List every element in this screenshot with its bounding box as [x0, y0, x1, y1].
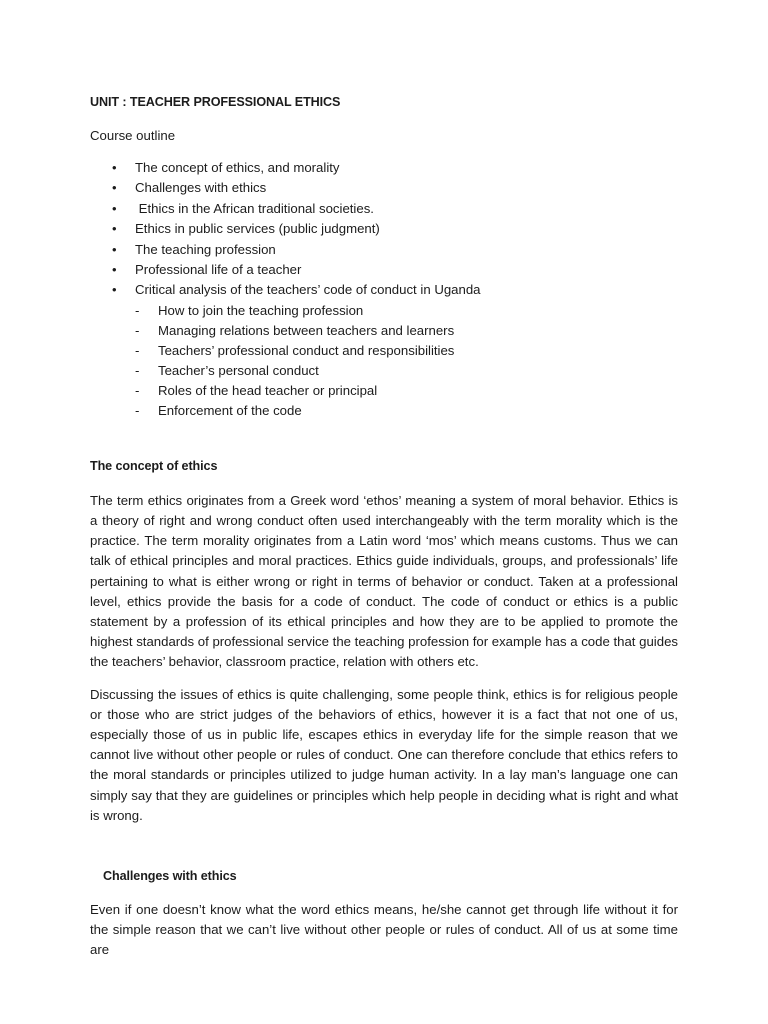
- outline-item: [90, 240, 678, 260]
- bullet-icon: •: [112, 282, 117, 298]
- dash-icon: -: [135, 342, 140, 358]
- section-heading-concept-of-ethics: The concept of ethics: [90, 458, 218, 473]
- sub-item-text: Teachers’ professional conduct and responsibilities: [158, 342, 455, 358]
- concept-paragraph-1: The term ethics originates from a Greek word ‘ethos’ meaning a system of moral behavior. Ethics is a theory of right and wrong conduct often used interchangeably with the term morality which is the practice. The term morality originates from a Latin word ‘mos’ which means customs. Thus we can talk of ethical principles and moral practices. Ethics guide individuals, groups, and professionals’ life pertaining to what is either wrong or right in terms of behavior or conduct. Taken at a professional level, ethics provide the basis for a code of conduct. The code of conduct or ethics is a public statement by a profession of its ethical principles and how they are to be applied to promote the highest standards of professional service the teaching profession for example has a code that guides the teachers’ behavior, classroom practice, relation with others etc.: [90, 492, 678, 670]
- outline-item-text: The teaching profession: [135, 241, 276, 257]
- dash-icon: -: [135, 302, 140, 318]
- dash-icon: -: [135, 382, 140, 398]
- dash-icon: -: [135, 402, 140, 418]
- challenges-paragraph-1: Even if one doesn’t know what the word ethics means, he/she cannot get through life without it for the simple reason that we can’t live without other people or rules of conduct. All of us at some time are: [90, 901, 678, 958]
- sub-item: [90, 361, 678, 381]
- outline-item-text: Critical analysis of the teachers’ code of conduct in Uganda: [135, 282, 481, 298]
- section-heading-challenges-with-ethics: Challenges with ethics: [103, 868, 237, 883]
- course-outline-label: Course outline: [90, 128, 176, 143]
- code-of-conduct-sublist: [90, 301, 678, 421]
- outline-item: [90, 280, 678, 300]
- sub-item: [90, 381, 678, 401]
- bullet-icon: •: [112, 160, 117, 175]
- outline-item: [90, 219, 678, 239]
- dash-icon: -: [135, 322, 140, 338]
- unit-title: UNIT : TEACHER PROFESSIONAL ETHICS: [90, 95, 341, 109]
- outline-item-text: Ethics in the African traditional societies.: [135, 200, 374, 216]
- sub-item: [90, 401, 678, 421]
- sub-item-text: Roles of the head teacher or principal: [158, 382, 378, 398]
- outline-item: [90, 158, 678, 178]
- sub-item-text: Managing relations between teachers and learners: [158, 322, 455, 338]
- sub-item-text: Teacher’s personal conduct: [158, 362, 319, 378]
- outline-item: [90, 178, 678, 198]
- sub-item: [90, 301, 678, 321]
- outline-item: [90, 199, 678, 219]
- bullet-icon: •: [112, 180, 117, 196]
- outline-item-text: Professional life of a teacher: [135, 261, 302, 277]
- sub-item: [90, 341, 678, 361]
- bullet-icon: •: [112, 261, 117, 277]
- outline-item-text: Ethics in public services (public judgment): [135, 221, 380, 237]
- sub-item: [90, 321, 678, 341]
- bullet-icon: •: [112, 200, 117, 216]
- sub-item-text: Enforcement of the code: [158, 402, 302, 418]
- bullet-icon: •: [112, 221, 117, 237]
- outline-item: [90, 260, 678, 280]
- sub-item-text: How to join the teaching profession: [158, 302, 364, 318]
- dash-icon: -: [135, 362, 140, 378]
- concept-paragraph-2: Discussing the issues of ethics is quite challenging, some people think, ethics is for religious people or those who are strict judges of the behaviors of ethics, however it is a fact that not one of us, especially those of us in public life, escapes ethics in everyday life for the simple reason that we cannot live without other people or rules of conduct. One can therefore conclude that ethics refers to the moral standards or principles utilized to judge human activity. In a lay man’s language one can simply say that they are guidelines or principles which help people in deciding what is right and what is wrong.: [90, 686, 678, 823]
- bullet-icon: •: [112, 241, 117, 257]
- outline-item-text: Challenges with ethics: [135, 180, 267, 196]
- course-outline-list: [90, 158, 678, 301]
- outline-item-text: The concept of ethics, and morality: [135, 160, 340, 175]
- document-content: [90, 92, 678, 961]
